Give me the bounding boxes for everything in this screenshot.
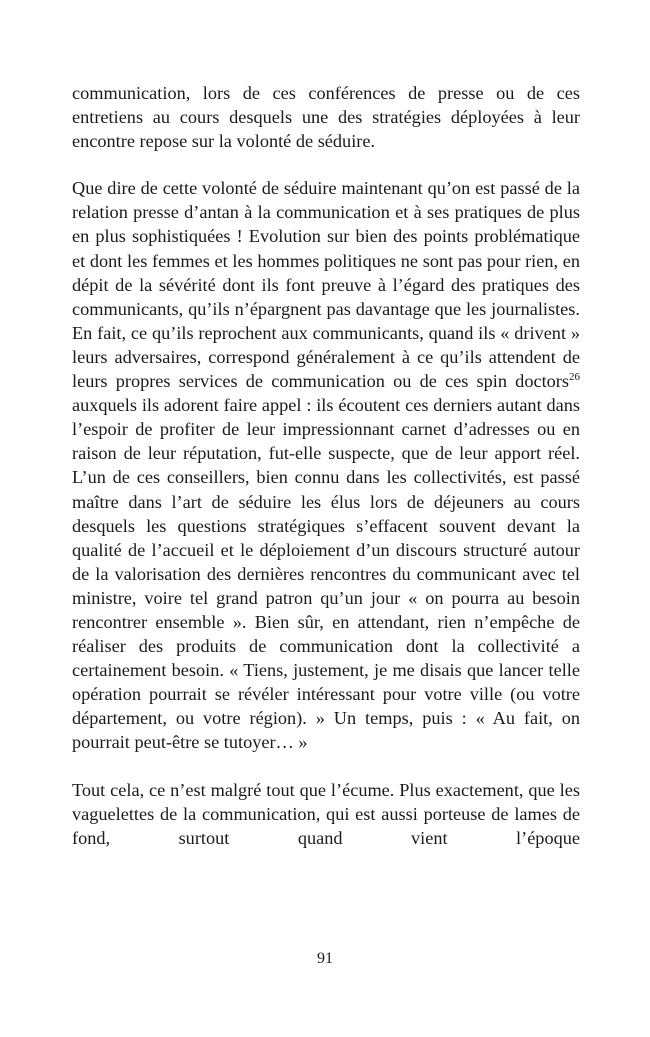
- paragraph-2-part-1: Que dire de cette volonté de séduire maintenant qu’on est passé de la relation presse d’antan à la communication et à ses pratiques de plus en plus sophistiquées ! Evolution sur bien des points problématique et dont les femmes et les hommes politiques ne sont pas pour rien, en dépit de la sévérité dont ils font preuve à l’égard des pratiques des communicants, qu’ils n’épargnent pas davantage que les journalistes. En fait, ce qu’ils reprochent aux communicants, quand ils « drivent » leurs adversaires, correspond généralement à ce qu’ils attendent de leurs propres services de communication ou de ces spin doctors: [72, 178, 580, 392]
- footnote-reference: 26: [569, 371, 580, 384]
- paragraph-3: Tout cela, ce n’est malgré tout que l’écume. Plus exactement, que les vaguelettes de la communication, qui est aussi porteuse de lames de fond, surtout quand vient l’époque: [72, 779, 580, 848]
- paragraph-2-part-2: auxquels ils adorent faire appel : ils écoutent ces derniers autant dans l’espoir de profiter de leur impressionnant carnet d’adresses ou en raison de leur réputation, fut-elle suspecte, que de leur apport réel. L’un de ces conseillers, bien connu dans les collectivités, est passé maître dans l’art de séduire les élus lors de déjeuners au cours desquels les questions stratégiques s’effacent souvent devant la qualité de l’accueil et le déploiement d’un discours structuré autour de la valorisation des dernières rencontres du communicant avec tel ministre, voire tel grand patron qu’un jour « on pourra au besoin rencontrer ensemble ». Bien sûr, en attendant, rien n’empêche de réaliser des produits de communication dont la collectivité a certainement besoin. « Tiens, justement, je me disais que lancer telle opération pourrait se révéler intéressant pour votre ville (ou votre département, ou votre région). » Un temps, puis : « Au fait, on pourrait peut-être se tutoyer… »: [72, 395, 580, 753]
- page-number: 91: [317, 950, 333, 967]
- paragraph-1: communication, lors de ces conférences de presse ou de ces entretiens au cours desquels une des stratégies déployées à leur encontre repose sur la volonté de séduire.: [72, 83, 580, 152]
- paragraph-2: [72, 176, 580, 754]
- body-text: [72, 81, 580, 850]
